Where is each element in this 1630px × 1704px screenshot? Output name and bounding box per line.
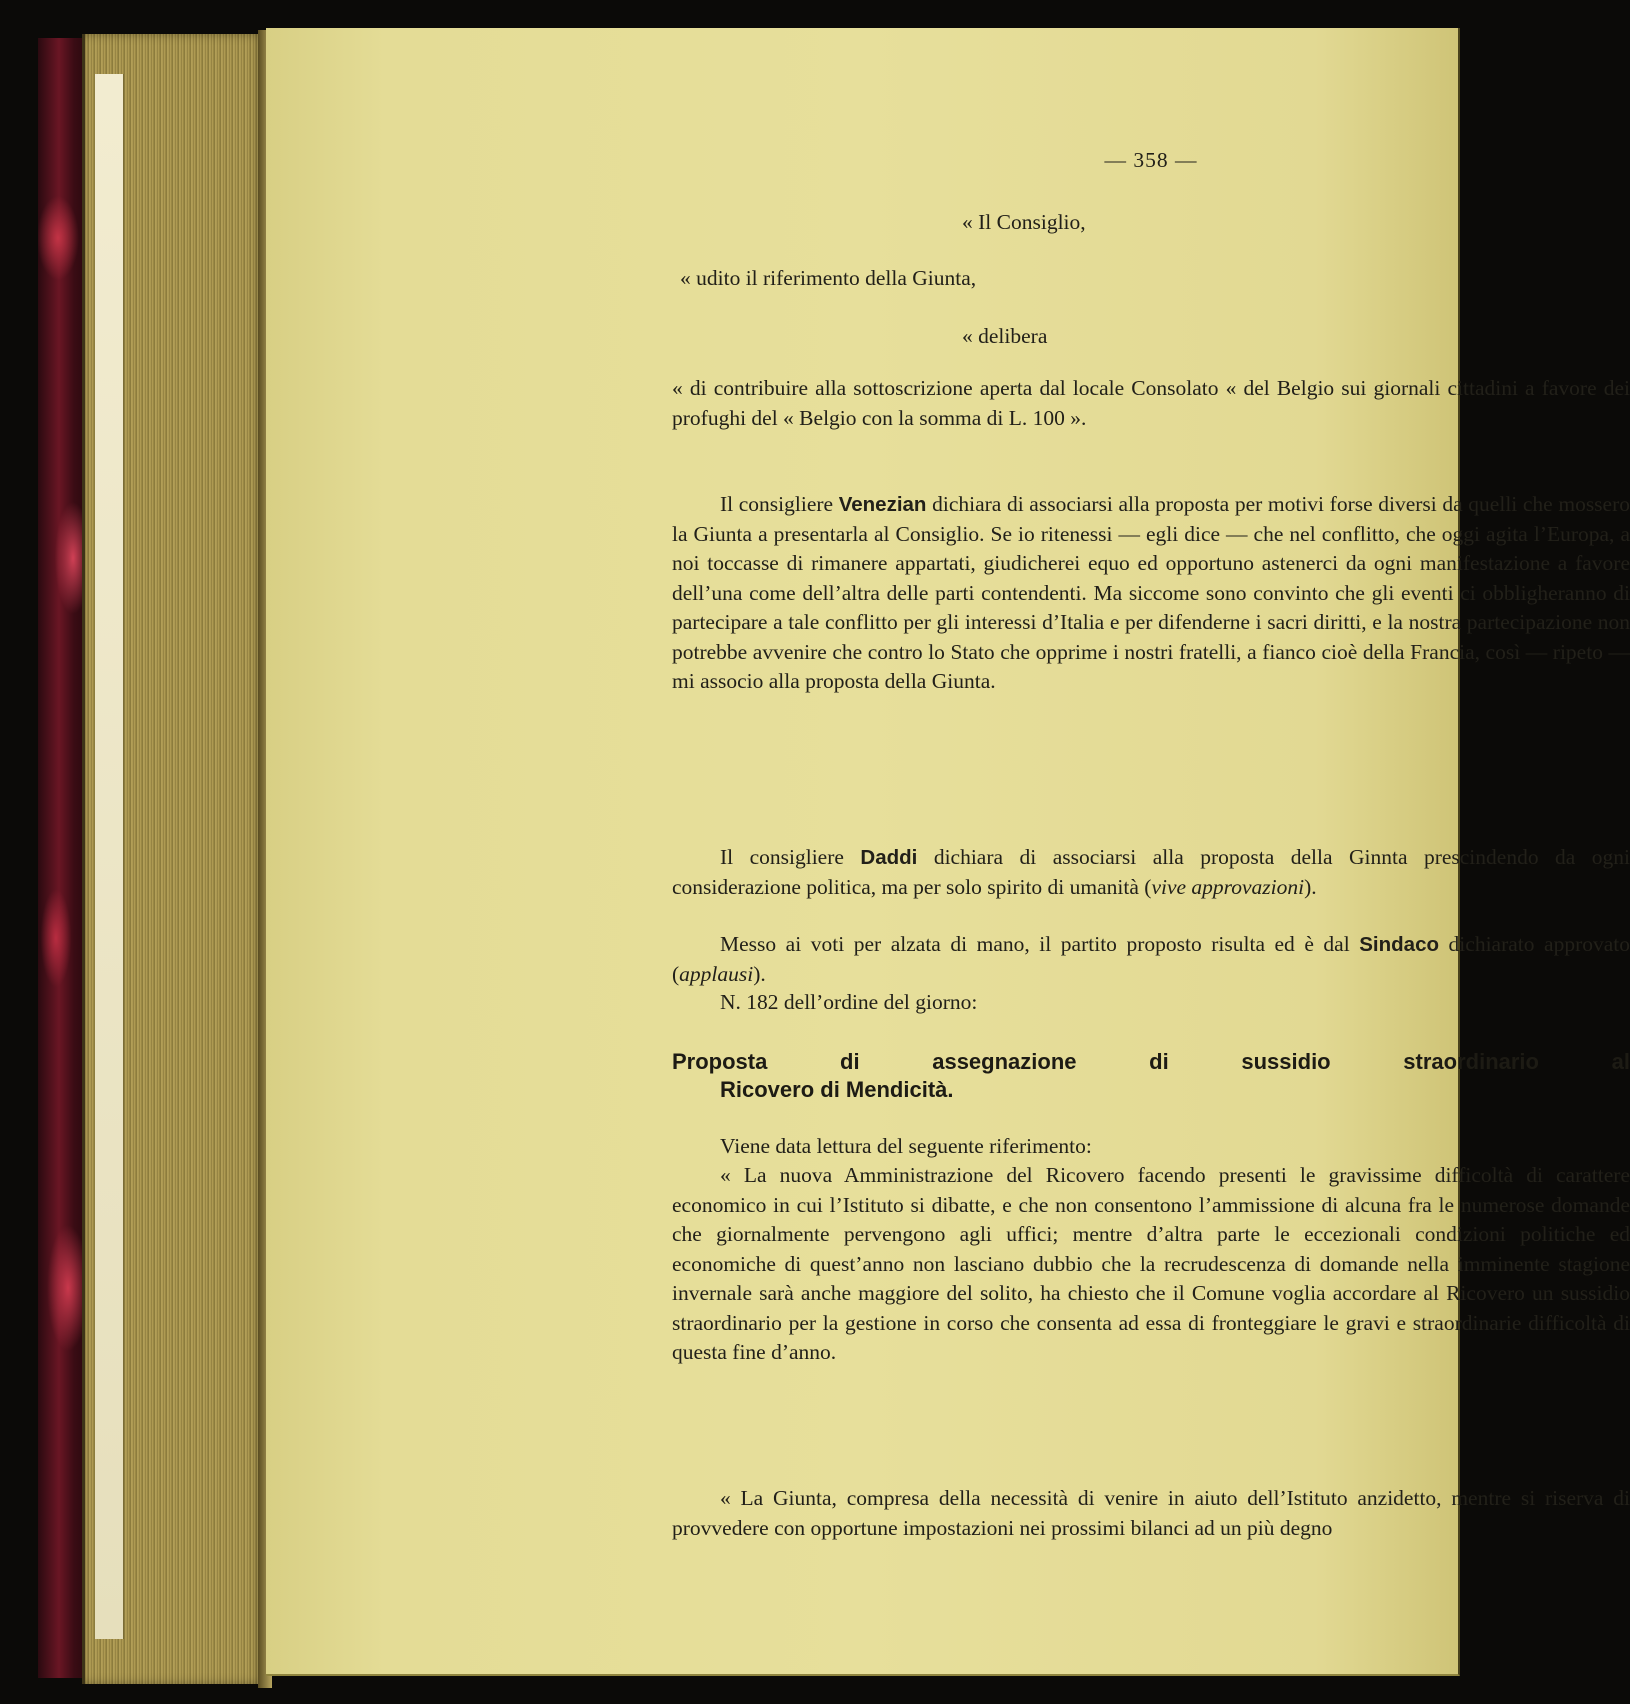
resolution-opening: « Il Consiglio,: [962, 210, 1086, 234]
resolution-udito: « udito il riferimento della Giunta,: [680, 266, 977, 290]
book-page: [266, 28, 1630, 1676]
vote-italic: applausi: [679, 961, 754, 986]
vote-paragraph: [672, 930, 1630, 989]
report-paragraph-1: « La nuova Amministrazione del Ricovero facendo presenti le gravissime difficoltà di carattere economico in cui l’Istituto si dibatte, e che non consentono l’ammissione di alcuna fra le numerose domande che giornalmente pervengono agli uffici; mentre d’altra parte le eccezionali condizioni politiche ed economiche di quest’anno non lasciano dubbio che la recrudescenza di domande nella imminente stagione invernale sarà anche maggiore del solito, ha chiesto che il Comune voglia accordare al Ricovero un sussidio straordinario per la gestione in corso che consenta ad essa di fronteggiare le gravi e straordinarie difficoltà di questa fine d’anno.: [672, 1163, 1630, 1364]
speaker-sindaco: Sindaco: [1359, 933, 1439, 956]
daddi-italic: vive approvazioni: [1151, 874, 1305, 899]
page-number: — 358 —: [1104, 148, 1198, 172]
vote-pre: Messo ai voti per alzata di mano, il partito proposto risulta ed è dal: [720, 932, 1350, 956]
speaker-venezian: Venezian: [838, 493, 927, 516]
daddi-pre: Il consigliere: [720, 845, 844, 869]
venezian-paragraph: [672, 490, 1630, 697]
report-paragraph-2: « La Giunta, compresa della necessità di venire in aiuto dell’Istituto anzidetto, mentre si riserva di provvedere con opportune impostazioni nei prossimi bilanci ad un più degno: [672, 1486, 1630, 1540]
vote-mid: dichiarato approvato (: [672, 932, 1630, 986]
resolution-delibera: « delibera: [962, 324, 1048, 348]
reading-intro: Viene data lettura del seguente riferimento:: [720, 1134, 1092, 1158]
speaker-daddi: Daddi: [860, 846, 918, 869]
daddi-post: ).: [1304, 874, 1317, 899]
daddi-text: dichiara di associarsi alla proposta della Ginnta prescindendo da ogni considerazione politica, ma per solo spirito di umanità (: [672, 845, 1630, 899]
heading-line-2: Ricovero di Mendicità.: [720, 1077, 954, 1102]
order-item: N. 182 dell’ordine del giorno:: [720, 990, 978, 1014]
venezian-text: dichiara di associarsi alla proposta per motivi forse diversi da quelli che mossero la Giunta a presentarla al Consiglio. Se io ritenessi — egli dice — che nel conflitto, che oggi agita l’Europa, a noi toccasse di rimanere appartati, giudicherei equo ed opportuno astenerci da ogni manifestazione a favore dell’una come dell’altra delle parti contendenti. Ma siccome sono convinto che gli eventi ci obbligheranno di partecipare a tale conflitto per gli interessi d’Italia e per difenderne i sacri diritti, e la nostra partecipazione non potrebbe avvenire che contro lo Stato che opprime i nostri fratelli, a fianco cioè della Francia, così — ripeto — mi associo alla proposta della Giunta.: [672, 492, 1630, 693]
page-content: [672, 28, 1630, 1674]
daddi-paragraph: [672, 843, 1630, 902]
venezian-pre: Il consigliere: [720, 492, 834, 516]
page-edges: [82, 34, 265, 1684]
heading-line-1: Proposta di assegnazione di sussidio straordinario al: [672, 1049, 1630, 1074]
resolution-text: [672, 374, 1630, 433]
section-heading: [672, 1048, 1630, 1104]
vote-post: ).: [753, 961, 766, 986]
resolution-body: « di contribuire alla sottoscrizione aperta dal locale Consolato « del Belgio sui giornali cittadini a favore dei profughi del « Belgio con la somma di L. 100 ».: [672, 376, 1630, 430]
